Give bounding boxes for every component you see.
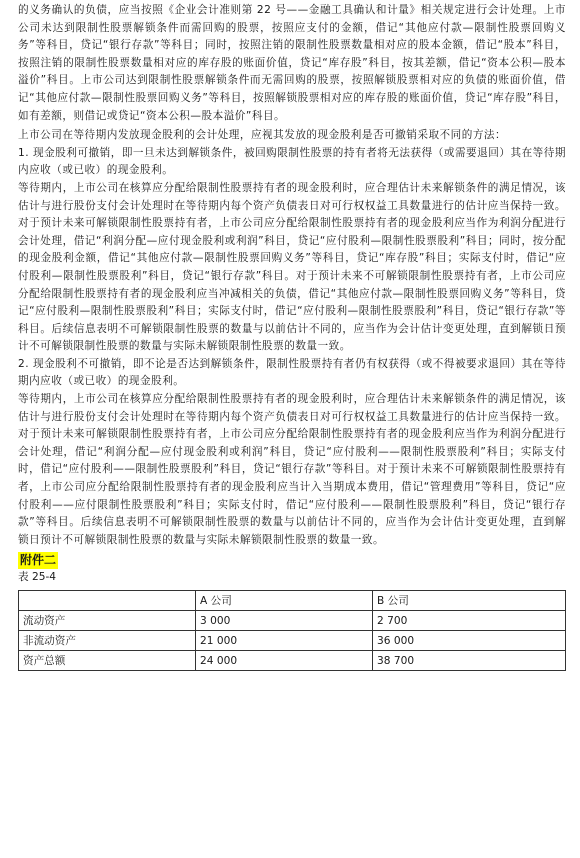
table-cell: [19, 591, 196, 611]
table-cell: 流动资产: [19, 611, 196, 631]
table-row: [19, 631, 566, 651]
paragraph-revocable-heading: 1. 现金股利可撤销，即一旦未达到解锁条件，被回购限制性股票的持有者将无法获得（或需要退回）其在等待期内应收（或已收）的现金股利。: [18, 146, 566, 177]
table-cell: 非流动资产: [19, 631, 196, 651]
table-row: [19, 591, 566, 611]
paragraph-irrevocable-heading: 2. 现金股利不可撤销，即不论是否达到解锁条件，限制性股票持有者仍有权获得（或不得被要求退回）其在等待期内应收（或已收）的现金股利。: [18, 357, 566, 388]
table-row: [19, 651, 566, 671]
table-cell: 资产总额: [19, 651, 196, 671]
table-cell: A 公司: [196, 591, 373, 611]
paragraph-dividend-intro: 上市公司在等待期内发放现金股利的会计处理，应视其发放的现金股利是否可撤销采取不同的方法：: [18, 129, 507, 142]
balance-table: [18, 590, 566, 671]
table-caption: 表 25-4: [18, 571, 57, 584]
table-cell: 36 000: [373, 631, 566, 651]
paragraph-irrevocable-body: 等待期内，上市公司在核算应分配给限制性股票持有者的现金股利时，应合理估计未来解锁条件的满足情况，该估计与进行股份支付会计处理时在等待期内每个资产负债表日对可行权权益工具数量进行的估计应当保持一致。对于预计未来可解锁限制性股票持有者，上市公司应分配给限制性股票持有者的现金股利应当作为利润分配进行会计处理，借记“利润分配—应付现金股利或利润”科目，贷记“应付股利——限制性股票股利”科目；实际支付时，借记“应付股利——限制性股票股利”科目，贷记“银行存款”等科目。对于预计未来不可解锁限制性股票持有者，上市公司应分配给限制性股票持有者的现金股利应当计入当期成本费用，借记“管理费用”等科目，贷记“应付股利——应付限制性股票股利”科目；实际支付时，借记“应付股利——限制性股票股利”科目，贷记“银行存款”等科目。后续信息表明不可解锁限制性股票的数量与以前估计不同的，应当作为会计估计变更处理，直到解锁日预计不可解锁限制性股票的数量与实际未解锁限制性股票的数量一致。: [18, 393, 566, 546]
table-cell: 2 700: [373, 611, 566, 631]
table-cell: 21 000: [196, 631, 373, 651]
paragraph-repurchase-accounting: 的义务确认的负债，应当按照《企业会计准则第 22 号——金融工具确认和计量》相关规定进行会计处理。上市公司未达到限制性股票解锁条件而需回购的股票，按照应支付的金额，借记“其他应付款—限制性股票回购义务”等科目，贷记“银行存款”等科目；同时，按照注销的限制性股票数量相对应的股本金额，借记“股本”科目，按照注销的限制性股票数量相对应的库存股的账面价值，贷记“库存股”科目，按其差额，借记“资本公积—股本溢价”科目。上市公司达到限制性股票解锁条件而无需回购的股票，按照解锁股票相对应的负债的账面价值，借记“其他应付款—限制性股票回购义务”等科目，按照解锁股票相对应的库存股的账面价值，贷记“库存股”科目，如有差额，则借记或贷记“资本公积—股本溢价”科目。: [18, 4, 566, 122]
table-cell: B 公司: [373, 591, 566, 611]
paragraph-revocable-body: 等待期内，上市公司在核算应分配给限制性股票持有者的现金股利时，应合理估计未来解锁条件的满足情况，该估计与进行股份支付会计处理时在等待期内每个资产负债表日对可行权权益工具数量进行的估计应当保持一致。对于预计未来可解锁限制性股票持有者，上市公司应分配给限制性股票持有者的现金股利应当作为利润分配进行会计处理，借记“利润分配—应付现金股利或利润”科目，贷记“应付股利—限制性股票股利”科目；同时，按分配的现金股利金额，借记“其他应付款—限制性股票回购义务”等科目，贷记“库存股”科目；实际支付时，借记“应付股利—限制性股票股利”科目，贷记“银行存款”科目。对于预计未来不可解锁限制性股票持有者，上市公司应分配给限制性股票持有者的现金股利应当冲减相关的负债，借记“其他应付款—限制性股票回购义务”等科目，贷记“应付股利—限制性股票股利”科目；实际支付时，借记“应付股利—限制性股票股利”科目，贷记“银行存款”等科目。后续信息表明不可解锁限制性股票的数量与以前估计不同的，应当作为会计估计变更处理，直到解锁日预计不可解锁限制性股票的数量与实际未解锁限制性股票的数量一致。: [18, 181, 566, 353]
table-cell: 3 000: [196, 611, 373, 631]
table-cell: 24 000: [196, 651, 373, 671]
table-cell: 38 700: [373, 651, 566, 671]
table-row: [19, 611, 566, 631]
attachment-label: 附件二: [20, 553, 57, 568]
